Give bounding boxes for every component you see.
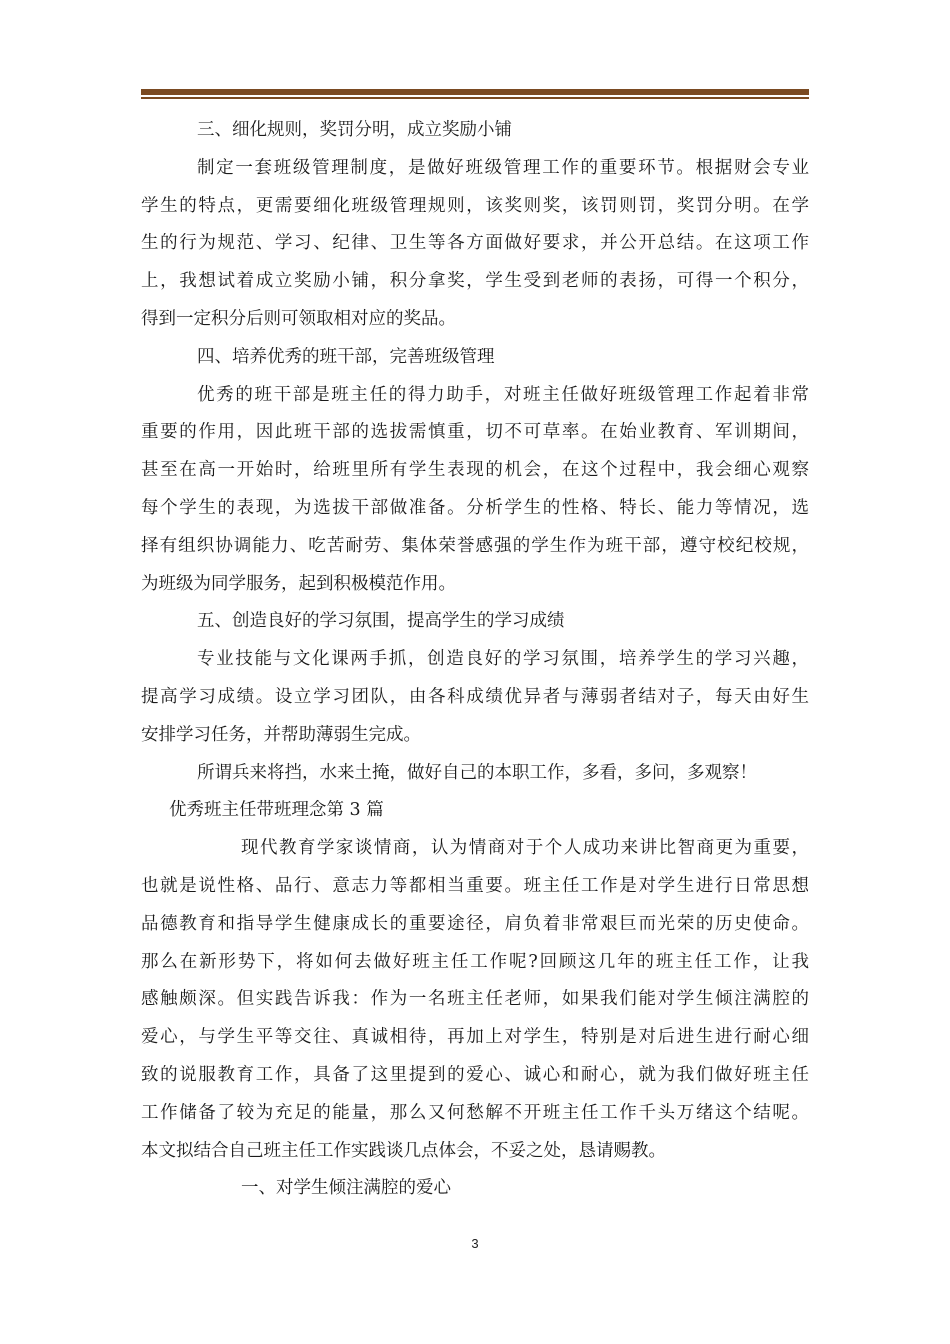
text-line: 工作储备了较为充足的能量，那么又何愁解不开班主任工作千头万绪这个结呢。 xyxy=(141,1102,809,1123)
text-line: 一、对学生倾注满腔的爱心 xyxy=(241,1178,451,1199)
document-body xyxy=(141,112,809,1208)
text-line: 四、培养优秀的班干部，完善班级管理 xyxy=(197,346,495,367)
text-line: 三、细化规则，奖罚分明，成立奖励小铺 xyxy=(197,120,512,140)
page-number: 3 xyxy=(471,1236,479,1251)
text-line: 生的行为规范、学习、纪律、卫生等各方面做好要求，并公开总结。在这项工作 xyxy=(141,233,809,254)
header-rule-thick xyxy=(141,89,809,95)
text-line: 感触颇深。但实践告诉我：作为一名班主任老师，如果我们能对学生倾注满腔的 xyxy=(141,989,809,1010)
text-line: 专业技能与文化课两手抓，创造良好的学习氛围，培养学生的学习兴趣， xyxy=(197,649,809,670)
text-line: 重要的作用，因此班干部的选拔需慎重，切不可草率。在始业教育、军训期间， xyxy=(141,422,809,443)
text-line: 为班级为同学服务，起到积极模范作用。 xyxy=(141,573,456,594)
text-line: 得到一定积分后则可领取相对应的奖品。 xyxy=(141,308,456,329)
text-line: 所谓兵来将挡，水来土掩，做好自己的本职工作，多看，多问，多观察！ xyxy=(197,762,757,783)
text-line: 品德教育和指导学生健康成长的重要途径，肩负着非常艰巨而光荣的历史使命。 xyxy=(141,913,809,934)
text-line: 致的说服教育工作，具备了这里提到的爱心、诚心和耐心，就为我们做好班主任 xyxy=(141,1064,809,1085)
text-line: 爱心，与学生平等交往、真诚相待，再加上对学生，特别是对后进生进行耐心细 xyxy=(141,1027,809,1048)
text-line: 制定一套班级管理制度，是做好班级管理工作的重要环节。根据财会专业 xyxy=(197,157,809,178)
text-line: 学生的特点，更需要细化班级管理规则，该奖则奖，该罚则罚，奖罚分明。在学 xyxy=(141,195,809,216)
text-line: 安排学习任务，并帮助薄弱生完成。 xyxy=(141,724,421,745)
text-line: 现代教育学家谈情商，认为情商对于个人成功来讲比智商更为重要， xyxy=(241,838,809,859)
text-line: 优秀的班干部是班主任的得力助手，对班主任做好班级管理工作起着非常 xyxy=(197,384,809,405)
text-line: 每个学生的表现，为选拔干部做准备。分析学生的性格、特长、能力等情况，选 xyxy=(141,497,809,518)
text-line: 提高学习成绩。设立学习团队，由各科成绩优异者与薄弱者结对子，每天由好生 xyxy=(141,686,809,707)
text-line: 上，我想试着成立奖励小铺，积分拿奖，学生受到老师的表扬，可得一个积分， xyxy=(141,271,809,292)
header-rule-thin xyxy=(141,97,809,99)
text-line: 优秀班主任带班理念第 3 篇 xyxy=(169,800,384,821)
text-line: 择有组织协调能力、吃苦耐劳、集体荣誉感强的学生作为班干部，遵守校纪校规， xyxy=(141,535,809,556)
text-line: 甚至在高一开始时，给班里所有学生表现的机会，在这个过程中，我会细心观察 xyxy=(141,460,809,481)
text-line: 五、创造良好的学习氛围，提高学生的学习成绩 xyxy=(197,611,565,632)
text-line: 本文拟结合自己班主任工作实践谈几点体会，不妥之处，恳请赐教。 xyxy=(141,1140,666,1161)
text-line: 那么在新形势下，将如何去做好班主任工作呢?回顾这几年的班主任工作，让我 xyxy=(141,951,809,972)
text-line: 也就是说性格、品行、意志力等都相当重要。班主任工作是对学生进行日常思想 xyxy=(141,875,809,896)
